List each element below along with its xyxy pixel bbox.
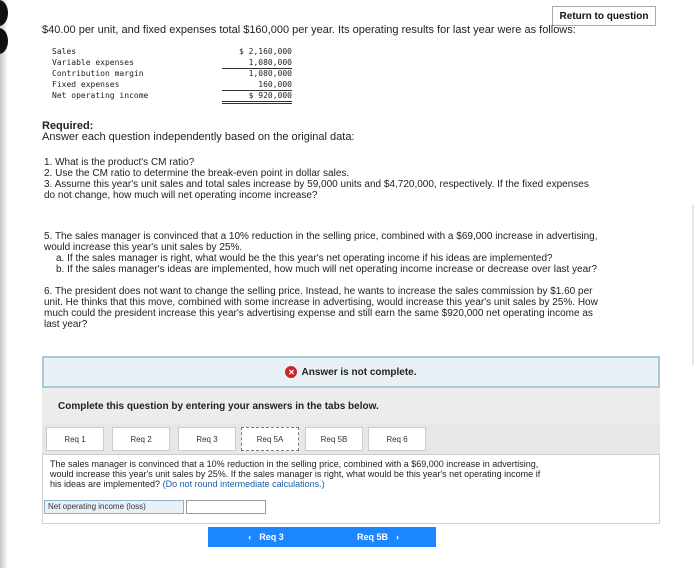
income-value: $ 2,160,000 bbox=[239, 47, 292, 56]
answer-status-banner bbox=[42, 356, 660, 388]
next-button[interactable] bbox=[320, 527, 436, 547]
income-label: Sales bbox=[52, 47, 77, 56]
tab-req-3[interactable]: Req 3 bbox=[178, 427, 236, 451]
question-5a: a. If the sales manager is right, what would be the this year's net operating income if his ideas are implemented? bbox=[56, 253, 553, 264]
question-6-line1: 6. The president does not want to change the selling price. Instead, he wants to increase the sales commission by $1.60 per bbox=[44, 286, 593, 297]
income-value: $ 920,000 bbox=[222, 90, 292, 104]
income-label: Net operating income bbox=[52, 91, 149, 100]
question-3-line2: do not change, how much will net operating income increase? bbox=[44, 190, 318, 201]
return-to-question-button[interactable]: Return to question bbox=[552, 6, 656, 26]
instruction: Answer each question independently based on the original data: bbox=[42, 131, 355, 143]
chevron-right-icon: › bbox=[396, 532, 399, 542]
prev-button[interactable] bbox=[208, 527, 324, 547]
page-edge-shadow bbox=[0, 0, 8, 568]
tab-req-5a[interactable]: Req 5A bbox=[241, 427, 299, 451]
net-operating-income-input[interactable] bbox=[186, 500, 266, 514]
question-5b: b. If the sales manager's ideas are implemented, how much will net operating income increase or decrease over last year? bbox=[56, 264, 598, 275]
question-description bbox=[50, 459, 630, 489]
desc-line-3-text: his ideas are implemented? bbox=[50, 479, 161, 489]
income-value: 1,080,000 bbox=[222, 57, 292, 69]
scrollbar[interactable] bbox=[692, 205, 700, 365]
banner-text: Answer is not complete. bbox=[301, 366, 417, 378]
tab-req-5b[interactable]: Req 5B bbox=[305, 427, 363, 451]
desc-line-2: would increase this year's unit sales by 25%. If the sales manager is right, what would be this year's net operating income if bbox=[50, 469, 541, 479]
tab-req-6[interactable]: Req 6 bbox=[368, 427, 426, 451]
income-label: Variable expenses bbox=[52, 58, 134, 67]
question-5-line2: would increase this year's unit sales by 25%. bbox=[44, 242, 243, 253]
x-circle-icon: ✕ bbox=[285, 366, 297, 378]
question-6-line4: last year? bbox=[44, 319, 88, 330]
prev-button-label: Req 3 bbox=[259, 532, 284, 542]
income-value: 1,080,000 bbox=[248, 69, 292, 78]
intro-text: $40.00 per unit, and fixed expenses total $160,000 per year. Its operating results for last year were as follows: bbox=[42, 24, 576, 36]
question-6-line2: unit. He thinks that this move, combined with some increase in advertising, would increase this year's unit sales by 25%. How bbox=[44, 297, 598, 308]
question-6-line3: much could the president increase this year's advertising expense and still earn the same $920,000 net operating income as bbox=[44, 308, 593, 319]
income-value: 160,000 bbox=[222, 79, 292, 91]
tab-req-2[interactable]: Req 2 bbox=[112, 427, 170, 451]
desc-line-3 bbox=[50, 479, 630, 489]
question-1: 1. What is the product's CM ratio? bbox=[44, 157, 195, 168]
complete-instruction: Complete this question by entering your answers in the tabs below. bbox=[42, 388, 660, 424]
next-button-label: Req 5B bbox=[356, 532, 388, 542]
tab-bar bbox=[42, 424, 660, 454]
income-label: Contribution margin bbox=[52, 69, 144, 78]
question-3-line1: 3. Assume this year's unit sales and total sales increase by 59,000 units and $4,720,000, respectively. If the fixed expenses bbox=[44, 179, 589, 190]
question-2: 2. Use the CM ratio to determine the break-even point in dollar sales. bbox=[44, 168, 350, 179]
tab-req-1[interactable]: Req 1 bbox=[46, 427, 104, 451]
required-heading: Required: bbox=[42, 120, 94, 132]
chevron-left-icon: ‹ bbox=[248, 532, 252, 542]
rounding-note: (Do not round intermediate calculations.) bbox=[162, 479, 325, 489]
income-label: Fixed expenses bbox=[52, 80, 120, 89]
desc-line-1: The sales manager is convinced that a 10% reduction in the selling price, combined with a $69,000 increase in advertising, bbox=[50, 459, 539, 469]
question-5-line1: 5. The sales manager is convinced that a 10% reduction in the selling price, combined with a $69,000 increase in advertising, bbox=[44, 231, 598, 242]
net-operating-income-label: Net operating income (loss) bbox=[44, 500, 184, 514]
